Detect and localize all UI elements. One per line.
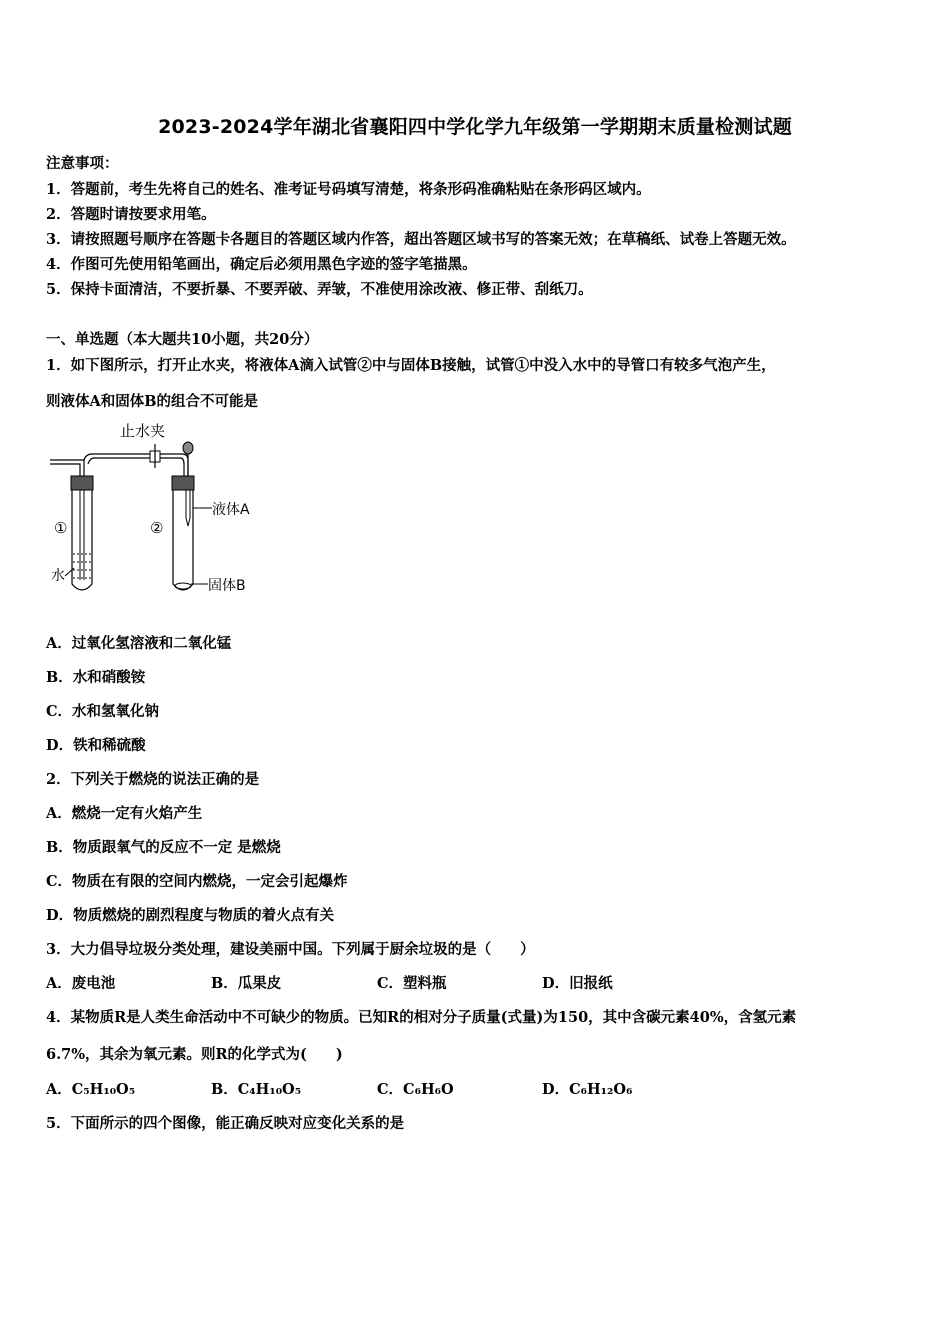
q3-option-c: C．塑料瓶	[377, 975, 447, 992]
q4-option-a: A．C₅H₁₀O₅	[46, 1081, 136, 1098]
page-title: 2023-2024学年湖北省襄阳四中学化学九年级第一学期期末质量检测试题	[158, 116, 792, 138]
stopper-2	[172, 476, 194, 490]
q2-option-a: A．燃烧一定有火焰产生	[46, 805, 203, 822]
q4-option-b: B．C₄H₁₀O₅	[211, 1081, 302, 1098]
q1-option-c: C．水和氢氧化钠	[46, 703, 160, 720]
notice-heading: 注意事项：	[46, 155, 119, 172]
clamp-label: 止水夹	[120, 422, 166, 440]
q2-option-c: C．物质在有限的空间内燃烧，一定会引起爆炸	[46, 873, 348, 890]
section-heading: 一、单选题（本大题共10小题，共20分）	[46, 331, 319, 348]
q3-option-b: B．瓜果皮	[211, 975, 282, 992]
notice-item: 4．作图可先使用铅笔画出，确定后必须用黑色字迹的签字笔描黑。	[46, 256, 477, 273]
q1-option-b: B．水和硝酸铵	[46, 669, 146, 686]
stopper-1	[71, 476, 93, 490]
question-5-stem: 5．下面所示的四个图像，能正确反映对应变化关系的是	[46, 1115, 405, 1132]
question-3-stem: 3．大力倡导垃圾分类处理，建设美丽中国。下列属于厨余垃圾的是（ ）	[46, 941, 535, 958]
question-4-stem-cont: 6.7%，其余为氧元素。则R的化学式为( )	[46, 1046, 343, 1063]
question-1-stem: 1．如下图所示，打开止水夹，将液体A滴入试管②中与固体B接触，试管①中没入水中的导管口有较多气泡产生，	[46, 357, 776, 374]
notice-item: 3．请按照题号顺序在答题卡各题目的答题区域内作答，超出答题区域书写的答案无效；在草稿纸、试卷上答题无效。	[46, 231, 796, 248]
solid-b	[175, 583, 191, 589]
tube-1-label: ①	[54, 519, 68, 537]
question-4-stem: 4．某物质R是人类生命活动中不可缺少的物质。已知R的相对分子质量(式量)为150，其中含碳元素40%，含氢元素	[46, 1009, 797, 1026]
q4-option-d: D．C₆H₁₂O₆	[542, 1081, 633, 1098]
q2-option-d: D．物质燃烧的剧烈程度与物质的着火点有关	[46, 907, 335, 924]
liquid-a-label: 液体A	[212, 502, 250, 518]
q3-option-d: D．旧报纸	[542, 975, 613, 992]
q4-option-c: C．C₆H₆O	[377, 1081, 454, 1098]
water-label: 水	[51, 568, 65, 584]
apparatus-diagram	[46, 418, 266, 603]
apparatus-svg	[46, 418, 266, 603]
q1-option-a: A．过氧化氢溶液和二氧化锰	[46, 635, 232, 652]
question-1-stem-cont: 则液体A和固体B的组合不可能是	[46, 393, 259, 410]
q3-option-a: A．废电池	[46, 975, 116, 992]
q2-option-b: B．物质跟氧气的反应不一定 是燃烧	[46, 839, 281, 856]
tube-2-label: ②	[150, 519, 164, 537]
connect-tube-inner	[88, 458, 184, 478]
notice-item: 2．答题时请按要求用笔。	[46, 206, 216, 223]
question-2-stem: 2．下列关于燃烧的说法正确的是	[46, 771, 260, 788]
solid-b-label: 固体B	[208, 578, 246, 594]
tube-1	[72, 490, 92, 590]
dropper-tip	[186, 490, 190, 526]
q1-option-d: D．铁和稀硫酸	[46, 737, 146, 754]
notice-item: 1．答题前，考生先将自己的姓名、准考证号码填写清楚，将条形码准确粘贴在条形码区域内。	[46, 181, 651, 198]
dropper-bulb	[183, 442, 193, 454]
notice-item: 5．保持卡面清洁，不要折暴、不要弄破、弄皱，不准使用涂改液、修正带、刮纸刀。	[46, 281, 593, 298]
